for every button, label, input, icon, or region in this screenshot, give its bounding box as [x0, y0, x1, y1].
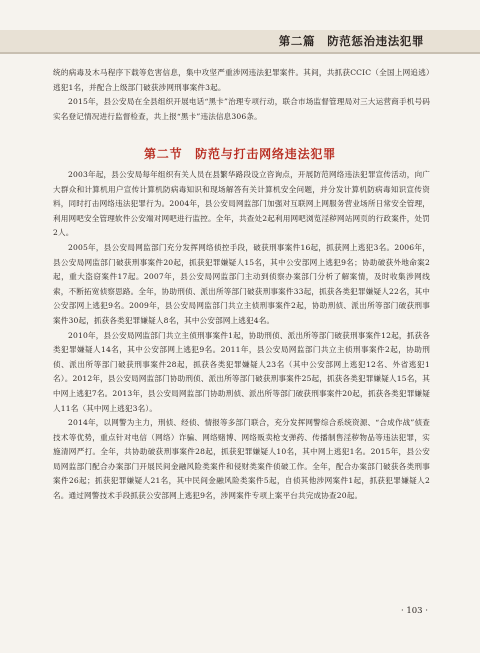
paragraph: 2014年，以网警为主力，刑侦、经侦、情报等多部门联合，充分发挥网警综合系统资源、“合成作战”侦查技术等优势，重点针对电信（网络）诈骗、网络赌博、网络贩卖枪支弹药、传播制售淫秽物品等违法犯罪，实施清网严打。全年，共协助破获刑事案件28起，抓获犯罪嫌疑人10名，其中网上逃犯1名。2015年，县公安局网监部门配合办案部门开展民间金融风险类案件和侵财类案件侦破工作。全年，配合办案部门破获各类刑事案件26起；抓获犯罪嫌疑人21名，其中民间金融风险类案件5起，自侦其他涉网案件1起，抓获犯罪嫌疑人2名。通过网警技术手段抓获公安部网上逃犯9名，涉网案件专项上案平台共完成协查20起。 — [53, 418, 430, 501]
section-body — [53, 168, 430, 504]
paragraph: 2003年起，县公安局每年组织有关人员在县繁华路段设立咨询点，开展防范网络违法犯罪宣传活动，向广大群众和计算机用户宣传计算机防病毒知识和现场解答有关计算机安全问题，并分发计算机防病毒知识宣传资料，同时打击网络违法犯罪行为。2004年，县公安局网监部门加强对互联网上网服务营业场所日常安全管理，利用网吧安全管理软件公安端对网吧进行监控。全年，共查处2起利用网吧浏览淫秽网站网页的行政案件，处罚2人。 — [53, 170, 430, 238]
page-number: · 103 · — [400, 606, 428, 616]
paragraph: 2015年，县公安局在全县组织开展电话“黑卡”治理专项行动，联合市场监督管理局对三大运营商手机号码实名登记情况进行监督检查，共上报“黑卡”违法信息306条。 — [53, 97, 430, 121]
header-rule — [0, 52, 480, 54]
continued-text — [53, 66, 430, 124]
paragraph-continued: 统的病毒及木马程序下载等危害信息，集中攻坚严重涉网违法犯罪案件。其间，共抓获CCIC（全国上网追逃）逃犯1名，并配合上级部门破获涉网刑事案件3起。 — [53, 68, 430, 92]
paragraph: 2010年，县公安局网监部门共立主侦刑事案件1起，协助刑侦、派出所等部门破获刑事案件12起，抓获各类犯罪嫌疑人14名，其中公安部网上逃犯9名。2011年，县公安局网监部门共立主侦刑事案件2起，协助刑侦、派出所等部门破获刑事案件28起，抓获各类犯罪嫌疑人23名（其中公安部网上逃犯12名、外省逃犯1名）。2012年，县公安局网监部门协助刑侦、派出所等部门破获刑事案件25起，抓获各类犯罪嫌疑人15名，其中网上逃犯7名。2013年，县公安局网监部门协助刑侦、派出所等部门破获刑事案件20起，抓获各类犯罪嫌疑人11名（其中网上逃犯3名）。 — [53, 330, 430, 413]
running-header: 第二篇 防范惩治违法犯罪 — [278, 34, 424, 48]
section-title: 第二节 防范与打击网络违法犯罪 — [143, 147, 336, 161]
paragraph: 2005年，县公安局网监部门充分发挥网络侦控手段，破获刑事案件16起，抓获网上逃犯3名。2006年，县公安局网监部门破获刑事案件20起，抓获犯罪嫌疑人15名，其中公安部网上逃犯9名；协助破获外地命案2起，重大盗窃案件17起。2007年，县公安局网监部门主动到侦察办案部门分析了解案情，及时收集涉网线索，不断拓宽侦察思路。全年，协助刑侦、派出所等部门破获刑事案件33起，抓获各类犯罪嫌疑人22名，其中公安部网上逃犯9名。2009年，县公安局网监部门共立主侦刑事案件2起，协助刑侦、派出所等部门破获刑事案件30起，抓获各类犯罪嫌疑人8名，其中公安部网上逃犯4名。 — [53, 242, 430, 325]
